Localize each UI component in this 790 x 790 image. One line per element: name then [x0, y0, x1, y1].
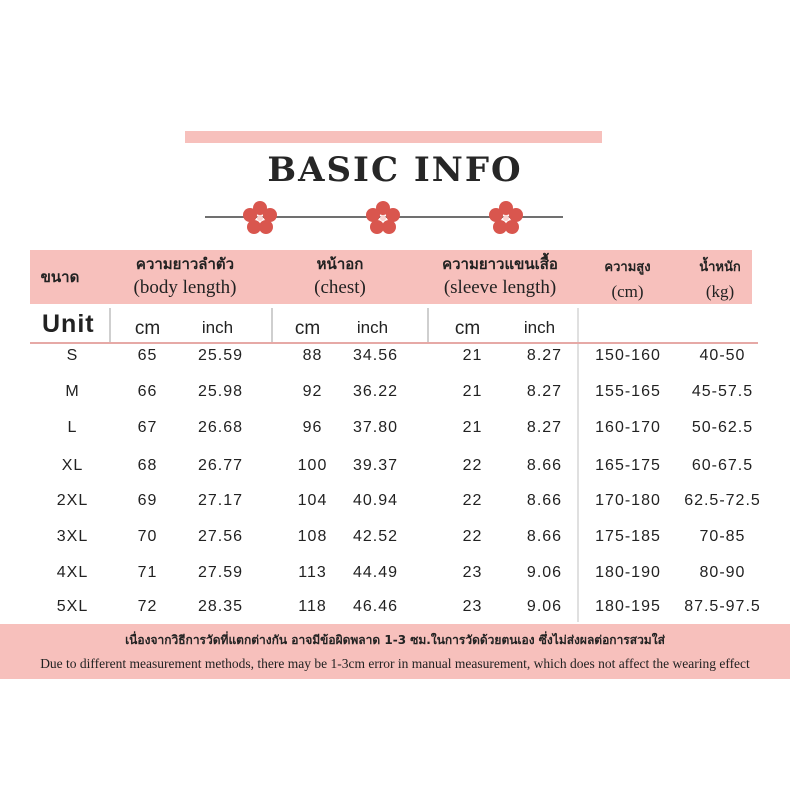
unit-cm: cm: [134, 318, 161, 339]
cell-chest-inch: 46.46: [352, 598, 399, 615]
cell-body-cm: 70: [137, 528, 158, 545]
cell-chest-inch: 37.80: [352, 419, 399, 436]
cell-sleeve-cm: 22: [462, 492, 483, 509]
cell-body-inch: 27.59: [197, 564, 244, 581]
top-accent-bar: [185, 131, 602, 143]
cell-sleeve-inch: 9.06: [526, 564, 563, 581]
cell-body-cm: 65: [137, 347, 158, 364]
cell-height: 150-160: [595, 347, 661, 364]
cell-sleeve-cm: 22: [462, 457, 483, 474]
cell-height: 160-170: [595, 419, 661, 436]
cell-body-inch: 27.17: [197, 492, 244, 509]
cell-body-cm: 67: [137, 419, 158, 436]
cell-size: 4XL: [56, 564, 89, 581]
cell-weight: 45-57.5: [691, 383, 754, 400]
cell-weight: 62.5-72.5: [684, 492, 761, 509]
cell-chest-cm: 96: [302, 419, 323, 436]
cell-weight: 87.5-97.5: [684, 598, 761, 615]
cell-sleeve-inch: 8.27: [526, 347, 563, 364]
cell-size: XL: [61, 457, 84, 474]
cell-size: 2XL: [56, 492, 89, 509]
cell-body-inch: 25.59: [197, 347, 244, 364]
cell-chest-inch: 36.22: [352, 383, 399, 400]
cell-sleeve-inch: 8.27: [526, 383, 563, 400]
cell-chest-inch: 34.56: [352, 347, 399, 364]
cell-weight: 40-50: [699, 347, 746, 364]
cell-body-cm: 68: [137, 457, 158, 474]
cell-size: L: [67, 419, 78, 436]
cell-size: 5XL: [56, 598, 89, 615]
cell-height: 155-165: [595, 383, 661, 400]
cell-sleeve-inch: 8.66: [526, 457, 563, 474]
unit-label: Unit: [42, 310, 95, 338]
cell-chest-cm: 88: [302, 347, 323, 364]
cell-height: 165-175: [595, 457, 661, 474]
cell-body-inch: 26.68: [197, 419, 244, 436]
cell-size: 3XL: [56, 528, 89, 545]
cell-size: S: [66, 347, 79, 364]
cell-chest-cm: 108: [297, 528, 328, 545]
cell-sleeve-inch: 8.66: [526, 492, 563, 509]
cell-body-cm: 72: [137, 598, 158, 615]
cell-body-inch: 26.77: [197, 457, 244, 474]
cell-chest-inch: 40.94: [352, 492, 399, 509]
cell-weight: 70-85: [699, 528, 746, 545]
cell-chest-inch: 39.37: [352, 457, 399, 474]
cell-sleeve-cm: 21: [462, 419, 483, 436]
cell-chest-cm: 113: [298, 564, 327, 581]
column-divider: [577, 308, 579, 622]
cell-sleeve-cm: 23: [462, 564, 483, 581]
unit-cm: cm: [454, 318, 481, 339]
cell-sleeve-inch: 8.66: [526, 528, 563, 545]
column-divider: [427, 308, 429, 342]
cell-sleeve-inch: 9.06: [526, 598, 563, 615]
body-length-header: ความยาวลำตัว (body length): [133, 255, 237, 298]
cell-chest-inch: 44.49: [352, 564, 399, 581]
cell-body-cm: 66: [137, 383, 158, 400]
chest-header: หน้าอก (chest): [314, 255, 366, 298]
unit-inch: inch: [356, 318, 389, 337]
unit-cm: cm: [294, 318, 321, 339]
column-divider: [271, 308, 273, 342]
cell-height: 170-180: [595, 492, 661, 509]
cell-weight: 60-67.5: [691, 457, 754, 474]
cell-sleeve-cm: 21: [462, 383, 483, 400]
unit-row-underline: [30, 342, 758, 344]
weight-header: น้ำหนัก (kg): [699, 260, 741, 301]
page-title: BASIC INFO: [267, 150, 523, 190]
cell-size: M: [65, 383, 80, 400]
cell-chest-cm: 92: [302, 383, 323, 400]
cell-height: 175-185: [595, 528, 661, 545]
footer-note-thai: เนื่องจากวิธีการวัดที่แตกต่างกัน อาจมีข้อผิดพลาด 1-3 ซม.ในการวัดด้วยตนเอง ซึ่งไม่ส่งผลต่อการสวมใส่: [125, 633, 665, 647]
cell-sleeve-cm: 21: [462, 347, 483, 364]
flower-icon: [487, 199, 525, 237]
cell-chest-cm: 100: [297, 457, 328, 474]
flower-icon: [241, 199, 279, 237]
flower-icon: [364, 199, 402, 237]
footer-note-english: Due to different measurement methods, there may be 1-3cm error in manual measurement, which does not affect the wearing effect: [40, 656, 750, 671]
cell-body-inch: 28.35: [197, 598, 244, 615]
size-header: ขนาด: [40, 268, 80, 286]
cell-weight: 50-62.5: [691, 419, 754, 436]
height-header: ความสูง (cm): [604, 260, 651, 301]
sleeve-length-header: ความยาวแขนเสื้อ (sleeve length): [442, 255, 558, 298]
cell-sleeve-cm: 22: [462, 528, 483, 545]
cell-body-inch: 27.56: [197, 528, 244, 545]
cell-body-inch: 25.98: [197, 383, 244, 400]
cell-sleeve-inch: 8.27: [526, 419, 563, 436]
cell-body-cm: 71: [137, 564, 158, 581]
cell-chest-inch: 42.52: [352, 528, 399, 545]
column-divider: [109, 308, 111, 342]
unit-inch: inch: [523, 318, 556, 337]
cell-height: 180-190: [595, 564, 661, 581]
cell-weight: 80-90: [699, 564, 746, 581]
cell-chest-cm: 104: [297, 492, 328, 509]
cell-chest-cm: 118: [298, 598, 327, 615]
cell-sleeve-cm: 23: [462, 598, 483, 615]
cell-height: 180-195: [595, 598, 661, 615]
unit-inch: inch: [201, 318, 234, 337]
cell-body-cm: 69: [137, 492, 158, 509]
